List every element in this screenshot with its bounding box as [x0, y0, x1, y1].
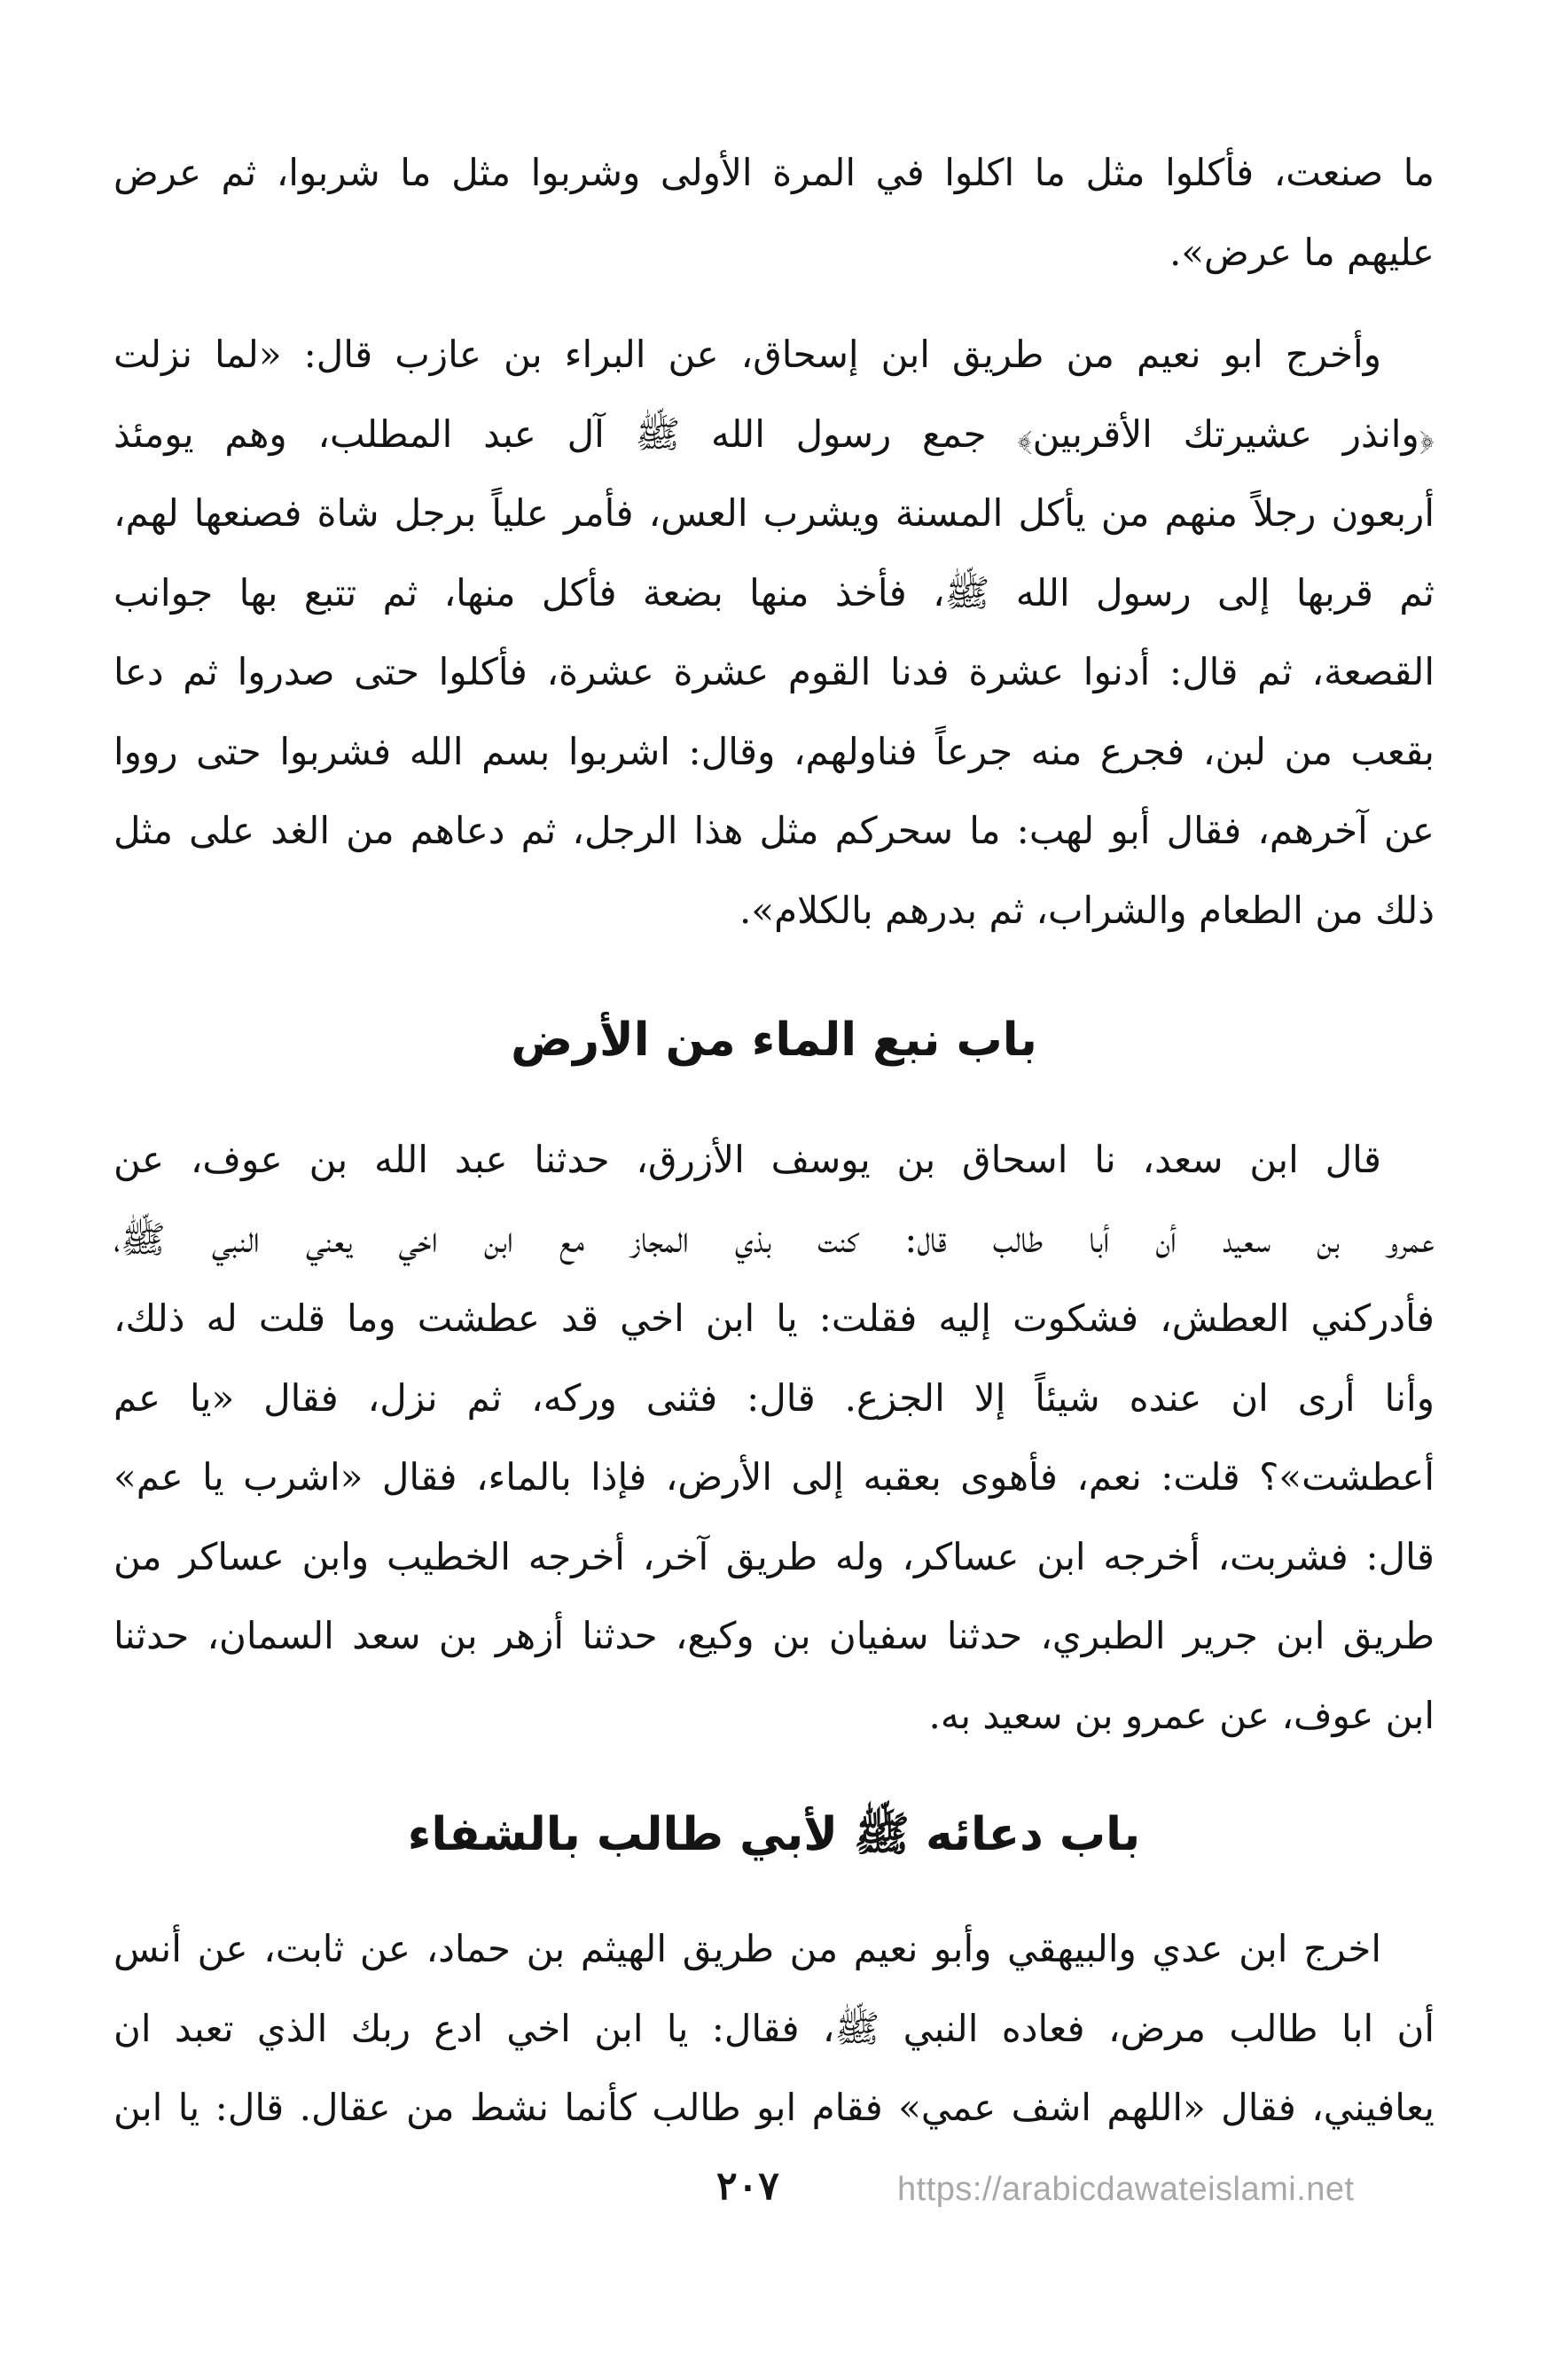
text-line: فأدركني العطش، فشكوت إليه فقلت: يا ابن اخي قد عطشت وما قلت له ذلك، [113, 1296, 1435, 1340]
text-line: ﴿وانذر عشيرتك الأقربين﴾ جمع رسول الله ﷺ آل عبد المطلب، وهم يومئذ [113, 411, 1435, 456]
text-line: عن آخرهم، فقال أبو لهب: ما سحركم مثل هذا الرجل، ثم دعاهم من الغد على مثل [113, 809, 1435, 852]
text-line: ذلك من الطعام والشراب، ثم بدرهم بالكلام». [739, 888, 1435, 932]
text-line: ما صنعت، فأكلوا مثل ما اكلوا في المرة الأولى وشربوا مثل ما شربوا، ثم عرض [113, 151, 1435, 194]
text-line: قال ابن سعد، نا اسحاق بن يوسف الأزرق، حدثنا عبد الله بن عوف، عن [113, 1138, 1381, 1181]
text-line: أربعون رجلاً منهم من يأكل المسنة ويشرب العس، فأمر علياً برجل شاة فصنعها لهم، [113, 491, 1435, 535]
paragraph-4 [113, 1909, 1435, 2148]
section-heading-healing-prayer: باب دعائه ﷺ لأبي طالب بالشفاء [407, 1808, 1141, 1861]
text-line: ثم قربها إلى رسول الله ﷺ، فأخذ منها بضعة فأكل منها، ثم تتبع بها جوانب [113, 570, 1435, 615]
text-line: ابن عوف، عن عمرو بن سعيد به. [928, 1693, 1435, 1737]
paragraph-2 [113, 315, 1435, 950]
text-line: وأنا أرى ان عنده شيئاً إلا الجزع. قال: فثنى وركه، ثم نزل، فقال «يا عم [113, 1375, 1435, 1420]
text-line: عمرو بن سعيد أن أبا طالب قال: كنت بذي المجاز مع ابن اخي يعني النبي ﷺ، [113, 1217, 1435, 1261]
text-line: قال: فشربت، أخرجه ابن عساكر، وله طريق آخر، أخرجه الخطيب وابن عساكر من [113, 1534, 1435, 1578]
text-line: وأخرج ابو نعيم من طريق ابن إسحاق، عن البراء بن عازب قال: «لما نزلت [113, 333, 1381, 376]
page-number: ٢٠٧ [716, 2164, 779, 2209]
text-line: بقعب من لبن، فجرع منه جرعاً فناولهم، وقال: اشربوا بسم الله فشربوا حتى رووا [113, 729, 1435, 773]
text-line: عليهم ما عرض». [1169, 230, 1435, 274]
section-heading-water-spring: باب نبع الماء من الأرض [511, 1014, 1037, 1067]
text-line: أعطشت»؟ قلت: نعم، فأهوى بعقبه إلى الأرض، فإذا بالماء، فقال «اشرب يا عم» [113, 1455, 1435, 1499]
page-body [113, 133, 1435, 2148]
text-line: القصعة، ثم قال: أدنوا عشرة فدنا القوم عشرة عشرة، فأكلوا حتى صدروا ثم دعا [113, 650, 1435, 693]
page-footer [0, 2164, 1548, 2226]
text-line: أن ابا طالب مرض، فعاده النبي ﷺ، فقال: يا ابن اخي ادع ربك الذي تعبد ان [113, 2006, 1435, 2050]
text-line: اخرج ابن عدي والبيهقي وأبو نعيم من طريق الهيثم بن حماد، عن ثابت، عن أنس [113, 1927, 1381, 1970]
watermark-url: https://arabicdawateislami.net [897, 2171, 1355, 2208]
text-line: طريق ابن جرير الطبري، حدثنا سفيان بن وكيع، حدثنا أزهر بن سعد السمان، حدثنا [113, 1614, 1435, 1657]
paragraph-1 [113, 133, 1435, 292]
paragraph-3 [113, 1120, 1435, 1755]
text-line: يعافيني، فقال «اللهم اشف عمي» فقام ابو طالب كأنما نشط من عقال. قال: يا ابن [113, 2086, 1435, 2129]
